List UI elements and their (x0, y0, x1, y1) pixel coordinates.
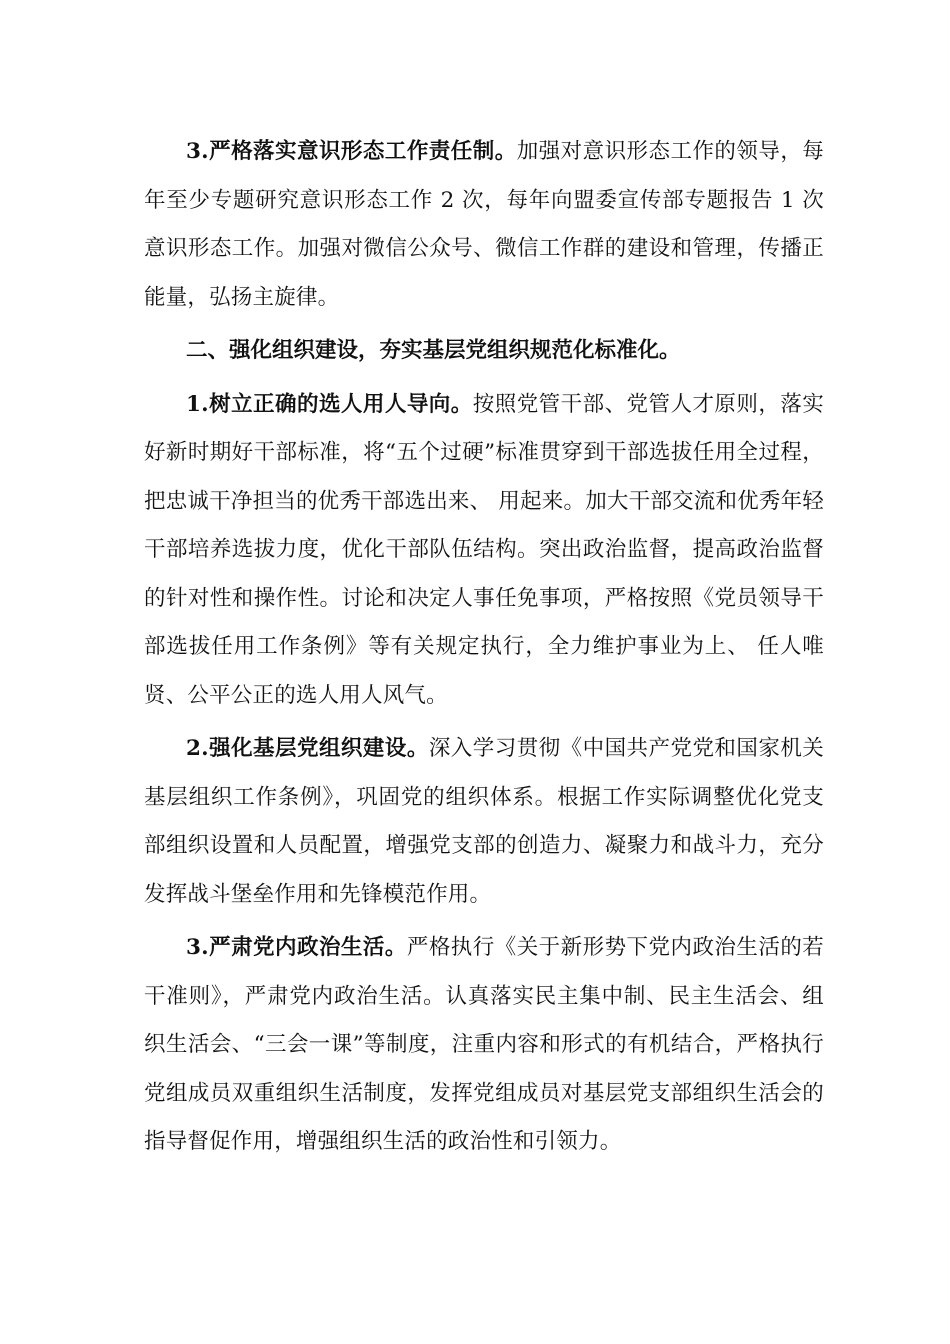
section-heading-organization: 二、强化组织建设，夯实基层党组织规范化标准化。 (186, 338, 681, 363)
paragraph-selection-orientation (144, 381, 824, 721)
paragraph-body: 按照党管干部、党管人才原则，落实好新时期好干部标准，将“五个过硬”标准贯穿到干部选拔任用全过程，把忠诚干净担当的优秀干部选出来、 用起来。加大干部交流和优秀年轻干部培养选拔力度，优化干部队伍结构。突出政治监督，提高政治监督的针对性和操作性。讨论和决定人事任免事项，严格按照《党员领导干部选拔任用工作条例》等有关规定执行，全力维护事业为上、 任人唯贤、公平公正的选人用人风气。 (144, 391, 824, 708)
paragraph-political-life (144, 924, 824, 1167)
paragraph-ideology-responsibility (144, 128, 824, 322)
document-body (144, 128, 824, 1172)
paragraph-body: 深入学习贯彻《中国共产党党和国家机关基层组织工作条例》，巩固党的组织体系。根据工作实际调整优化党支部组织设置和人员配置，增强党支部的创造力、凝聚力和战斗力，充分发挥战斗堡垒作用和先锋模范作用。 (144, 736, 824, 907)
paragraph-title: 3.严肃党内政治生活。 (186, 935, 407, 960)
paragraph-title: 2.强化基层党组织建设。 (186, 736, 429, 761)
paragraph-grassroots-organization (144, 725, 824, 919)
paragraph-body: 严格执行《关于新形势下党内政治生活的若干准则》，严肃党内政治生活。认真落实民主集中制、民主生活会、组织生活会、“三会一课”等制度，注重内容和形式的有机结合，严格执行党组成员双重组织生活制度，发挥党组成员对基层党支部组织生活会的指导督促作用，增强组织生活的政治性和引领力。 (144, 935, 824, 1154)
paragraph-title: 1.树立正确的选人用人导向。 (186, 391, 473, 417)
paragraph-title: 3.严格落实意识形态工作责任制。 (186, 139, 517, 164)
paragraph-body: 加强对意识形态工作的领导，每年至少专题研究意识形态工作 2 次，每年向盟委宣传部专题报告 1 次意识形态工作。加强对微信公众号、微信工作群的建设和管理，传播正能量，弘扬主旋律。 (144, 139, 824, 310)
